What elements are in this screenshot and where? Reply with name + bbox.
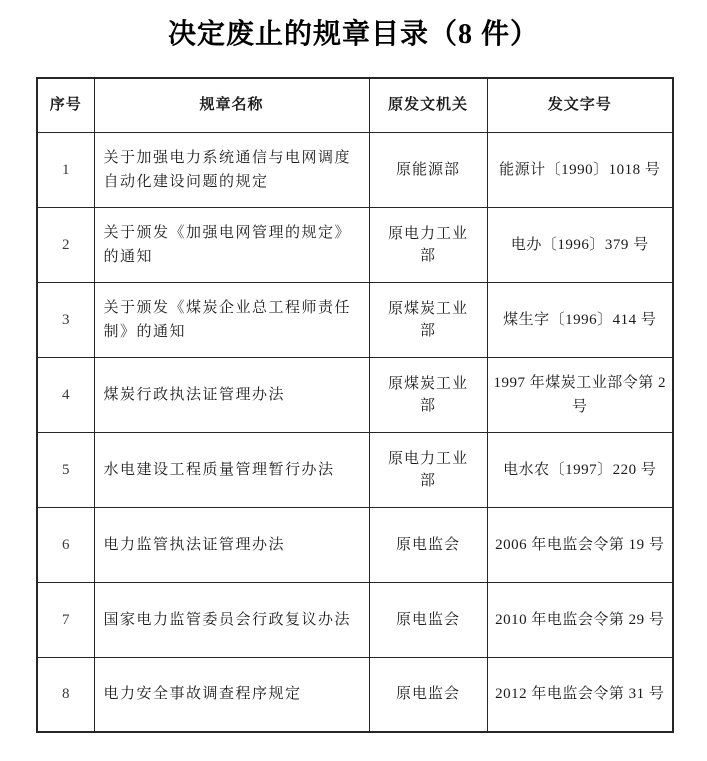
serial-number: 6 [37,507,94,582]
regulation-name: 水电建设工程质量管理暂行办法 [94,432,369,507]
regulations-table [36,77,674,733]
issuing-agency: 原电监会 [369,582,487,657]
table-row [37,282,673,357]
table-row [37,507,673,582]
regulations-table-container [36,77,674,733]
serial-number: 8 [37,657,94,732]
serial-number: 5 [37,432,94,507]
serial-number: 2 [37,207,94,282]
regulation-name: 关于颁发《加强电网管理的规定》的通知 [94,207,369,282]
serial-number: 7 [37,582,94,657]
issuing-agency: 原煤炭工业部 [369,282,487,357]
serial-number: 3 [37,282,94,357]
document-number: 能源计〔1990〕1018 号 [487,132,673,207]
issuing-agency: 原电力工业部 [369,432,487,507]
issuing-agency: 原电监会 [369,657,487,732]
header-document-number: 发文字号 [487,78,673,132]
header-regulation-name: 规章名称 [94,78,369,132]
regulation-name: 煤炭行政执法证管理办法 [94,357,369,432]
document-number: 2006 年电监会令第 19 号 [487,507,673,582]
header-issuing-agency: 原发文机关 [369,78,487,132]
serial-number: 4 [37,357,94,432]
table-row [37,657,673,732]
issuing-agency: 原能源部 [369,132,487,207]
page-title: 决定废止的规章目录（8 件） [167,19,539,50]
document-number: 2010 年电监会令第 29 号 [487,582,673,657]
table-row [37,132,673,207]
regulation-name: 关于颁发《煤炭企业总工程师责任制》的通知 [94,282,369,357]
issuing-agency: 原电力工业部 [369,207,487,282]
table-row [37,357,673,432]
document-number: 电办〔1996〕379 号 [487,207,673,282]
regulation-name: 电力监管执法证管理办法 [94,507,369,582]
table-row [37,207,673,282]
issuing-agency: 原煤炭工业部 [369,357,487,432]
document-number: 煤生字〔1996〕414 号 [487,282,673,357]
regulation-name: 关于加强电力系统通信与电网调度自动化建设问题的规定 [94,132,369,207]
table-row [37,432,673,507]
serial-number: 1 [37,132,94,207]
document-number: 1997 年煤炭工业部令第 2 号 [487,357,673,432]
header-serial-number: 序号 [37,78,94,132]
regulation-name: 电力安全事故调查程序规定 [94,657,369,732]
table-row [37,582,673,657]
table-header-row [37,78,673,132]
document-number: 电水农〔1997〕220 号 [487,432,673,507]
document-number: 2012 年电监会令第 31 号 [487,657,673,732]
regulation-name: 国家电力监管委员会行政复议办法 [94,582,369,657]
issuing-agency: 原电监会 [369,507,487,582]
